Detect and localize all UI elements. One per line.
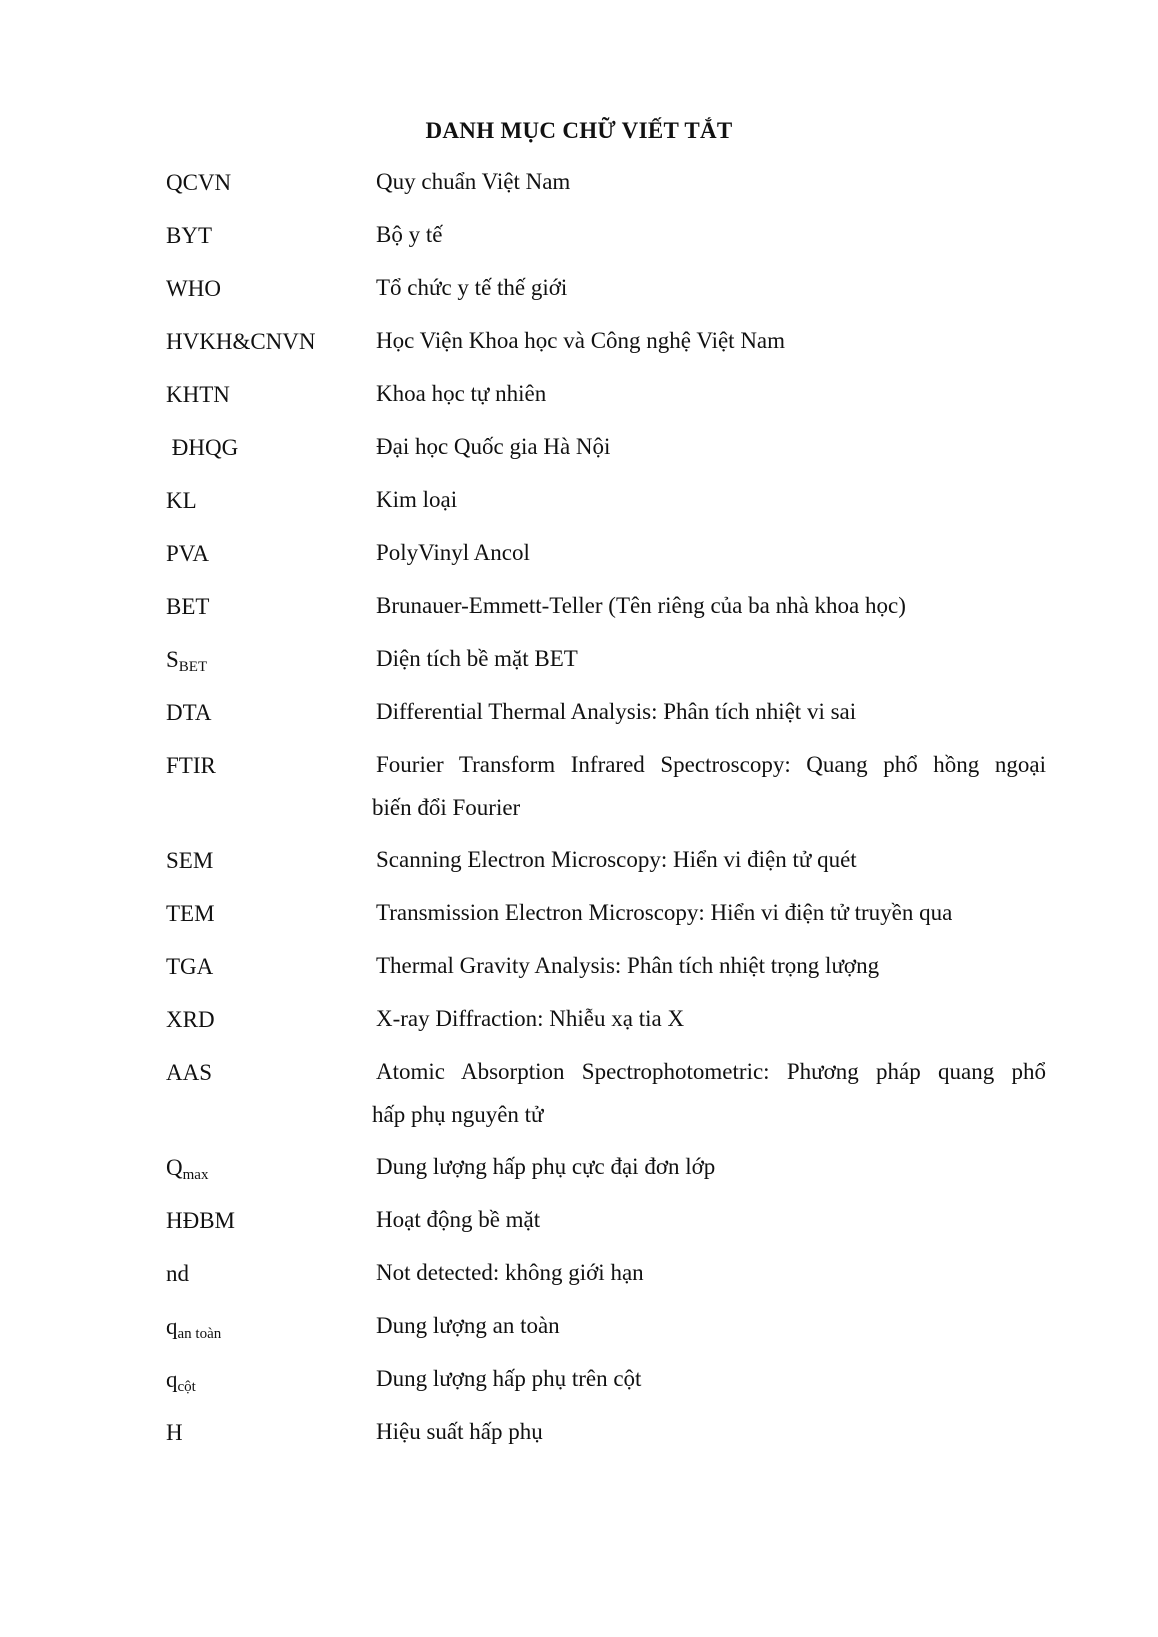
abbreviation-term-text: H [166, 1420, 183, 1445]
abbreviation-term-text: FTIR [166, 753, 216, 778]
definition-line: Brunauer-Emmett-Teller (Tên riêng của ba nhà khoa học) [376, 593, 906, 618]
abbreviation-term-text: PVA [166, 541, 210, 566]
definition-line: Atomic Absorption Spectrophotometric: Phương pháp quang phổ [376, 1059, 1046, 1084]
abbreviation-term [166, 594, 209, 620]
definition-line: X-ray Diffraction: Nhiễu xạ tia X [376, 1006, 685, 1031]
abbreviation-definition [376, 531, 1046, 574]
definition-line: PolyVinyl Ancol [376, 540, 530, 565]
abbreviation-definition [376, 997, 1046, 1040]
abbreviation-definition [376, 160, 1046, 203]
abbreviation-term [166, 382, 230, 408]
abbreviation-term-text: KHTN [166, 382, 230, 407]
abbreviation-term [166, 1261, 189, 1287]
abbreviation-term-text: HĐBM [166, 1208, 236, 1233]
definition-line: Quy chuẩn Việt Nam [376, 169, 571, 194]
abbreviation-definition [376, 1410, 1046, 1453]
definition-line: Dung lượng hấp phụ trên cột [376, 1366, 642, 1391]
abbreviation-term [166, 1007, 215, 1033]
abbreviation-term-text: ĐHQG [166, 435, 239, 460]
abbreviation-definition [372, 743, 1046, 829]
abbreviation-definition [376, 1304, 1046, 1347]
abbreviation-definition [376, 1251, 1046, 1294]
abbreviation-term-text: Q [166, 1155, 183, 1180]
abbreviation-term-text: q [166, 1314, 178, 1339]
definition-line: Differential Thermal Analysis: Phân tích nhiệt vi sai [376, 699, 857, 724]
abbreviation-subscript: BET [178, 659, 208, 675]
abbreviation-definition [376, 637, 1046, 680]
abbreviation-term-text: q [166, 1367, 178, 1392]
definition-line: Dung lượng hấp phụ cực đại đơn lớp [376, 1154, 716, 1179]
abbreviation-term-text: BET [166, 594, 210, 619]
abbreviation-term [166, 753, 216, 779]
definition-line: Thermal Gravity Analysis: Phân tích nhiệt trọng lượng [376, 953, 880, 978]
abbreviation-term [166, 541, 209, 567]
definition-line: Diện tích bề mặt BET [376, 646, 578, 671]
definition-line: Dung lượng an toàn [376, 1313, 560, 1338]
abbreviation-term-text: TGA [166, 954, 214, 979]
abbreviation-subscript: an toàn [177, 1326, 222, 1342]
abbreviation-term [166, 1208, 235, 1234]
abbreviation-term-text: QCVN [166, 170, 232, 195]
abbreviation-definition [376, 319, 1046, 362]
definition-line: Đại học Quốc gia Hà Nội [376, 434, 611, 459]
abbreviation-term [166, 170, 231, 196]
abbreviation-term [166, 1155, 208, 1184]
abbreviation-definition [376, 425, 1046, 468]
abbreviation-term-text: XRD [166, 1007, 215, 1032]
abbreviation-definition [376, 1145, 1046, 1188]
definition-line: hấp phụ nguyên tử [372, 1102, 544, 1127]
definition-line: Học Viện Khoa học và Công nghệ Việt Nam [376, 328, 786, 353]
abbreviation-term [166, 954, 213, 980]
page-title: DANH MỤC CHỮ VIẾT TẮT [425, 118, 733, 143]
definition-line: Not detected: không giới hạn [376, 1260, 644, 1285]
definition-line: Hoạt động bề mặt [376, 1207, 541, 1232]
abbreviation-term [166, 1367, 196, 1396]
abbreviation-definition [376, 478, 1046, 521]
abbreviation-term [166, 700, 211, 726]
abbreviation-definition [376, 266, 1046, 309]
definition-line: Kim loại [376, 487, 458, 512]
abbreviation-term [166, 848, 213, 874]
abbreviation-term [166, 329, 316, 355]
abbreviation-definition [376, 372, 1046, 415]
definition-line: Transmission Electron Microscopy: Hiển vi điện tử truyền qua [376, 900, 953, 925]
definition-line: Fourier Transform Infrared Spectroscopy: Quang phổ hồng ngoại [376, 752, 1046, 777]
abbreviation-term-text: WHO [166, 276, 221, 301]
abbreviation-definition [376, 891, 1046, 934]
abbreviation-term [166, 276, 221, 302]
abbreviation-term [166, 435, 238, 461]
abbreviation-definition [376, 944, 1046, 987]
abbreviation-term [166, 647, 207, 676]
abbreviation-term-text: SEM [166, 848, 214, 873]
abbreviation-definition [372, 1050, 1046, 1136]
definition-line: Bộ y tế [376, 222, 443, 247]
abbreviation-definition [376, 1357, 1046, 1400]
definition-line: Tổ chức y tế thế giới [376, 275, 568, 300]
definition-line: biến đổi Fourier [372, 795, 521, 820]
abbreviation-term [166, 1314, 221, 1343]
abbreviation-term [166, 1420, 183, 1446]
abbreviation-term-text: S [166, 647, 179, 672]
abbreviation-definition [376, 584, 1046, 627]
abbreviation-term [166, 488, 197, 514]
abbreviation-term-text: AAS [166, 1060, 213, 1085]
abbreviation-definition [376, 838, 1046, 881]
abbreviation-definition [376, 1198, 1046, 1241]
abbreviation-definition [376, 690, 1046, 733]
abbreviation-subscript: cột [177, 1379, 196, 1395]
abbreviation-term-text: HVKH&CNVN [166, 329, 316, 354]
abbreviation-term-text: KL [166, 488, 197, 513]
abbreviation-term-text: nd [166, 1261, 189, 1286]
abbreviation-term [166, 223, 212, 249]
abbreviation-term-text: DTA [166, 700, 212, 725]
abbreviation-definition [376, 213, 1046, 256]
definition-line: Hiệu suất hấp phụ [376, 1419, 543, 1444]
abbreviation-subscript: max [182, 1167, 209, 1183]
definition-line: Scanning Electron Microscopy: Hiển vi điện tử quét [376, 847, 857, 872]
definition-line: Khoa học tự nhiên [376, 381, 547, 406]
abbreviation-term [166, 901, 215, 927]
abbreviation-term [166, 1060, 212, 1086]
abbreviation-term-text: BYT [166, 223, 212, 248]
abbreviation-term-text: TEM [166, 901, 215, 926]
